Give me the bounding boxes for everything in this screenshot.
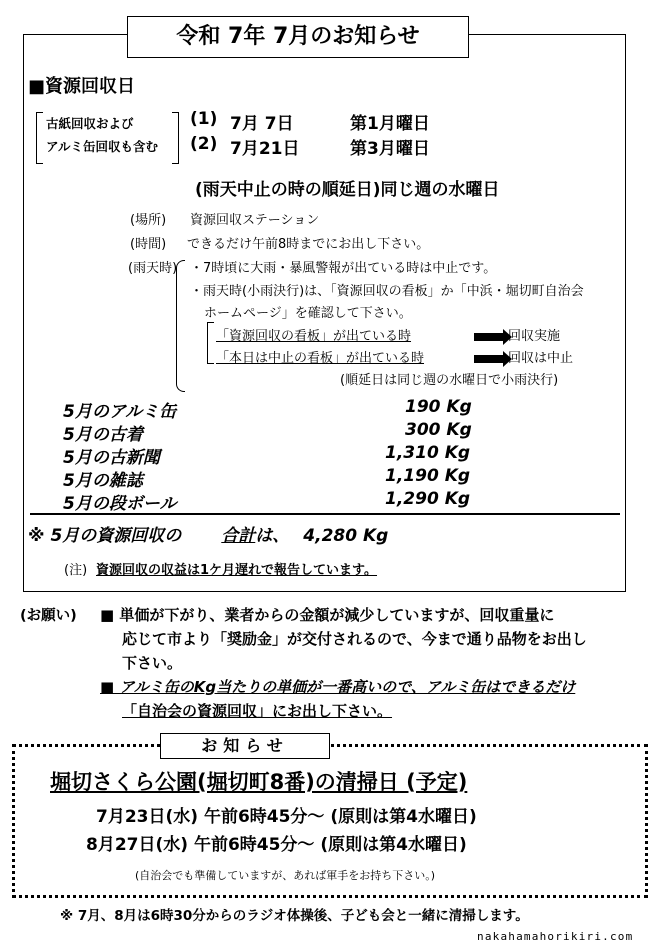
schedule-num-2: (2) (190, 134, 218, 154)
total-divider (30, 513, 620, 515)
time-value: できるだけ午前8時までにお出し下さい。 (187, 237, 430, 252)
sign-bracket (207, 322, 214, 364)
bottom-note: ※ 7月、8月は6時30分からのラジオ体操後、子ども会と一緒に清掃します。 (60, 908, 529, 924)
result-item: 5月の雑誌 (63, 471, 143, 491)
postpone-note: (順延日は同じ週の水曜日で小雨決行) (340, 373, 559, 388)
total-line (28, 521, 388, 546)
result-amount: 300 Kg (405, 420, 472, 440)
result-item: 5月のアルミ缶 (63, 402, 177, 422)
cleanup-sub-note: (自治会でも準備していますが、あれば軍手をお持ち下さい。) (135, 869, 436, 882)
time-label: (時間) (130, 237, 167, 252)
left-bracket (36, 112, 43, 164)
request-p1-line2: 応じて市より「奨励金」が交付されるので、今まで通り品物をお出し (122, 630, 587, 648)
result-amount: 1,190 Kg (385, 466, 471, 486)
rain-postpone-note: (雨天中止の時の順延日)同じ週の水曜日 (195, 180, 500, 200)
cleanup-date-2: 8月27日(水) 午前6時45分～ (原則は第4水曜日) (86, 835, 467, 855)
items-label-1: 古紙回収および (46, 116, 134, 131)
rain-line-1: ・7時頃に大雨・暴風警報が出ている時は中止です。 (190, 261, 497, 276)
notice-label: お知らせ (160, 733, 330, 759)
section-heading: ■資源回収日 (28, 76, 136, 97)
request-p2-line1: ■ アルミ缶のKg当たりの単価が一番高いので、アルミ缶はできるだけ (100, 678, 576, 696)
page-title: 令和 7年 7月のお知らせ (127, 16, 469, 58)
schedule-week-1: 第1月曜日 (350, 114, 430, 134)
result-amount: 1,310 Kg (385, 443, 471, 463)
rain-label: (雨天時) (128, 261, 178, 276)
result-amount: 190 Kg (405, 397, 472, 417)
place-label: (場所) (130, 213, 167, 228)
request-p1-line3: 下さい。 (122, 654, 183, 672)
cleanup-date-1: 7月23日(水) 午前6時45分～ (原則は第4水曜日) (96, 807, 477, 827)
sign-result-2 (474, 347, 573, 366)
items-label-2: アルミ缶回収も含む (46, 139, 159, 154)
sign-condition-1: 「資源回収の看板」が出ている時 (216, 329, 412, 344)
schedule-num-1: (1) (190, 109, 218, 129)
request-p2-line2: 「自治会の資源回収」にお出し下さい。 (122, 702, 393, 720)
footnote-text: 資源回収の収益は1ケ月遅れで報告しています。 (96, 563, 378, 578)
request-p1-line1: ■ 単価が下がり、業者からの金額が減少していますが、回収重量に (100, 606, 555, 624)
cleanup-heading: 堀切さくら公園(堀切町8番)の清掃日 (予定) (50, 770, 468, 794)
rain-brace (176, 260, 185, 392)
sign-result-1-text: 回収実施 (508, 329, 561, 344)
arrow-right-icon (474, 333, 504, 341)
arrow-right-icon (474, 355, 504, 363)
result-amount: 1,290 Kg (385, 489, 471, 509)
result-item: 5月の古新聞 (63, 448, 160, 468)
schedule-date-1: 7月 7日 (230, 114, 294, 134)
total-label: 合計 (221, 526, 256, 546)
schedule-date-2: 7月21日 (230, 139, 300, 159)
place-value: 資源回収ステーション (190, 213, 320, 228)
watermark: nakahamahorikiri.com (477, 930, 634, 943)
result-item: 5月の古着 (63, 425, 143, 445)
schedule-week-2: 第3月曜日 (350, 139, 430, 159)
right-bracket (172, 112, 179, 164)
total-amount: 4,280 Kg (303, 526, 389, 546)
sign-condition-2: 「本日は中止の看板」が出ている時 (216, 351, 425, 366)
rain-line-3: ホームページ」を確認して下さい。 (204, 306, 412, 321)
footnote-label: (注) (64, 563, 88, 578)
sign-result-2-text: 回収は中止 (508, 351, 574, 366)
total-prefix: ※ 5月の資源回収の (28, 526, 182, 546)
rain-line-2: ・雨天時(小雨決行)は、「資源回収の看板」か「中浜・堀切町自治会 (190, 284, 584, 299)
sign-result-1 (474, 325, 560, 344)
request-label: (お願い) (20, 608, 77, 624)
result-item: 5月の段ボール (63, 494, 177, 514)
total-suffix: は、 (255, 526, 290, 546)
